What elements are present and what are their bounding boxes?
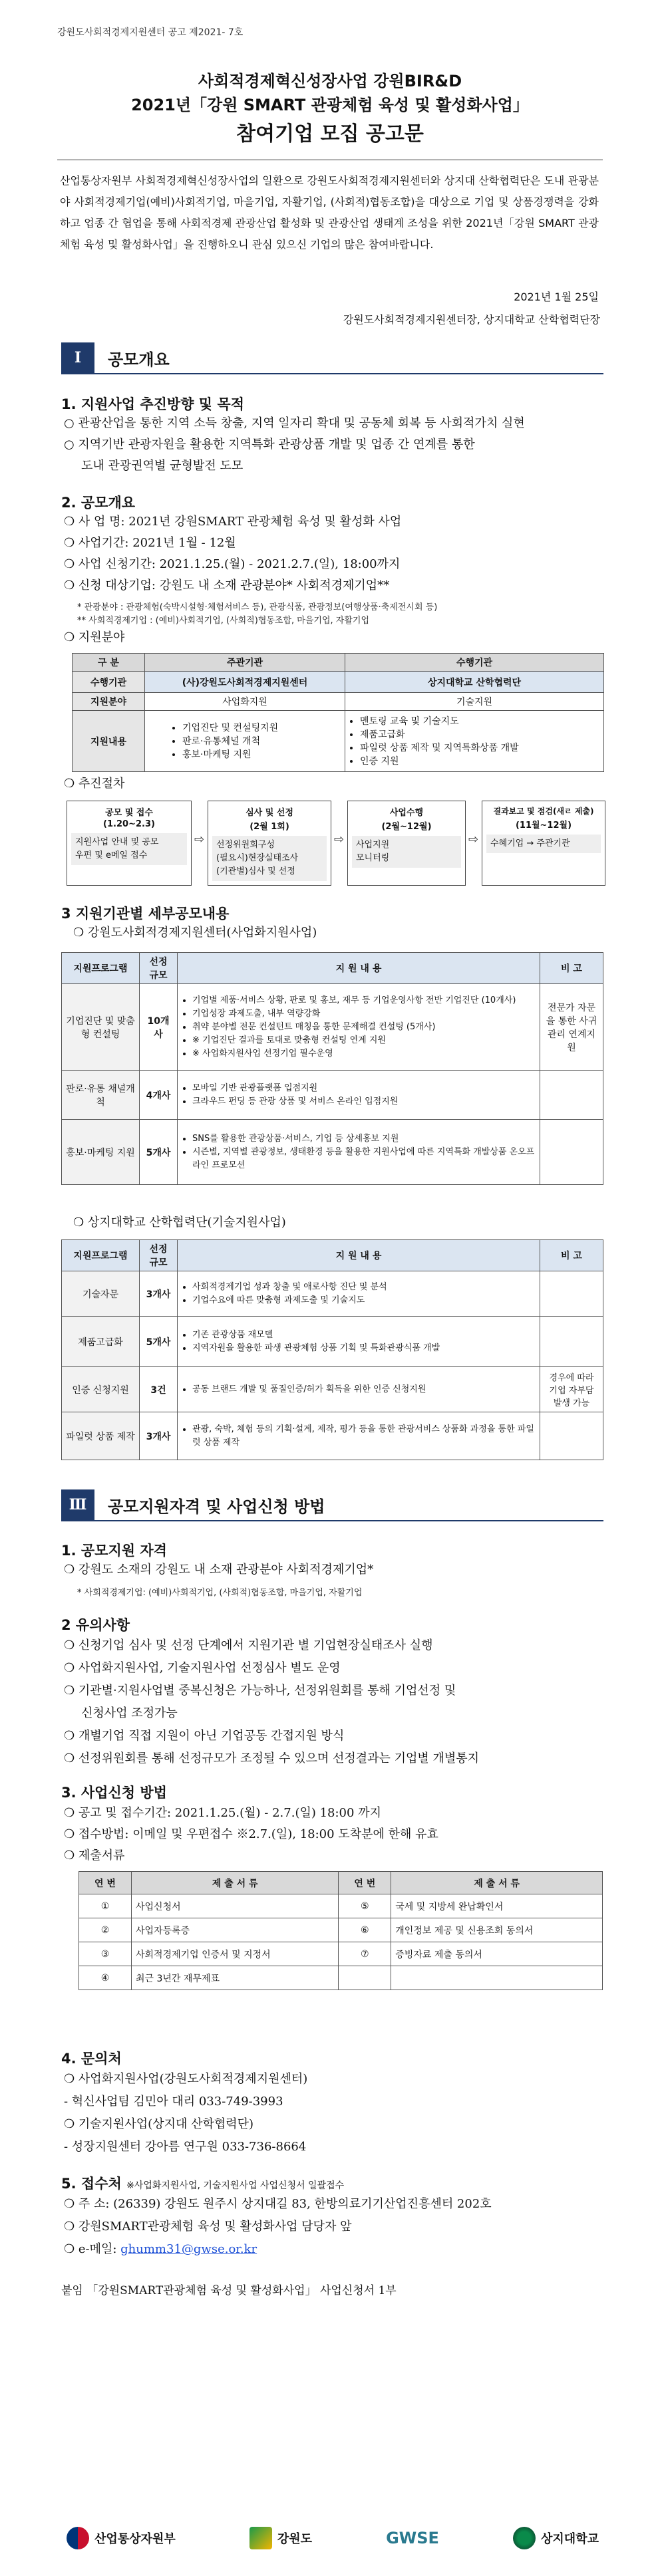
s1-p2b: ❍ 사업기간: 2021년 1월 - 12월 [64, 536, 236, 550]
step-2-title: 심사 및 선정 [246, 808, 293, 818]
arrow-2: ⇨ [334, 833, 345, 846]
s1-h1: 1. 지원사업 추진방향 및 목적 [61, 396, 244, 412]
arrow-3: ⇨ [468, 833, 479, 846]
s3-p2d: ❍ 개별기업 직접 지원이 아닌 기업공동 간접지원 방식 [64, 1729, 345, 1743]
ta-r2b [540, 1071, 603, 1120]
s1-p3b: ❍ 상지대학교 산학협력단(기술지원사업) [73, 1216, 286, 1229]
table-cell [339, 1966, 391, 1990]
th-main: 주관기관 [145, 654, 345, 672]
ta-h4: 비 고 [540, 953, 603, 984]
table-cell: ① [79, 1894, 132, 1918]
list-item: • 기존 관광상품 재모델 [192, 1329, 536, 1342]
s1-p1a: ○ 관광산업을 통한 지역 소득 창출, 지역 일자리 확대 및 공동체 회복 등 사회적가치 실현 [64, 416, 525, 430]
step-2-a: 선정위원회구성 [216, 840, 275, 850]
s3-p1: ❍ 강원도 소재의 강원도 내 소재 관광분야 사회적경제기업* [64, 1563, 374, 1577]
section-1-title: 공모개요 [108, 350, 170, 369]
table-row [79, 1966, 603, 1990]
logo-motie [67, 2527, 176, 2549]
list-item: • 기업수요에 따른 맞춤형 과제도출 및 기술지도 [192, 1294, 536, 1307]
attachment: 붙임 「강원SMART관광체험 육성 및 활성화사업」 사업신청서 1부 [61, 2284, 397, 2297]
logo-gangwon-text: 강원도 [277, 2532, 312, 2546]
tech-support-table [61, 1239, 603, 1460]
table-cell: ⑤ [339, 1894, 391, 1918]
th-exec: 수행기관 [345, 654, 604, 672]
s1-p3a: ❍ 강원도사회적경제지원센터(사업화지원사업) [73, 926, 317, 940]
list-item: • 기업별 제품·서비스 상황, 판로 및 홍보, 재무 등 기업운영사항 전반 기업진단 (10개사) [192, 994, 536, 1007]
s3-p2b: ❍ 사업화지원사업, 기술지원사업 선정심사 별도 운영 [64, 1661, 341, 1675]
list-item: • 관광, 숙박, 체험 등의 기획·설계, 제작, 평가 등을 통한 관광서비스 상품화 과정을 통한 파일럿 상품 제작 [192, 1423, 536, 1450]
s3-p2e: ❍ 선정위원회를 통해 선정규모가 조정될 수 있으며 선정결과는 기업별 개별통지 [64, 1751, 480, 1765]
row-field-a: 사업화지원 [145, 693, 345, 711]
tb-r4: 파일럿 상품 제작 [62, 1412, 140, 1460]
d-h4: 제 출 서 류 [391, 1872, 603, 1894]
tb-r1b [540, 1271, 603, 1317]
tb-r1c [178, 1271, 540, 1317]
ta-r1b: 전문가 자문을 통한 사귀관리 연계지원 [540, 984, 603, 1071]
ta-r3c [178, 1120, 540, 1185]
logo-gwse [386, 2529, 439, 2547]
section-3-num: Ⅲ [61, 1489, 94, 1520]
arrow-1: ⇨ [194, 833, 205, 846]
logo-sangji-text: 상지대학교 [541, 2532, 599, 2546]
s3-p4b: - 혁신사업팀 김민아 대리 033-749-3993 [64, 2095, 283, 2109]
list-item: • 파일럿 상품 제작 및 지역특화상품 개발 [360, 741, 599, 755]
step-4-a: 수혜기업 → 주관기관 [490, 838, 570, 848]
table-cell: 개인정보 제공 및 신용조회 동의서 [391, 1918, 603, 1942]
s3-p5a: ❍ 주 소: (26339) 강원도 원주시 상지대길 83, 한방의료기기산업진흥센터 202호 [64, 2197, 492, 2211]
row-exec-b: 상지대학교 산학협력단 [345, 672, 604, 693]
list-item: • 제품고급화 [360, 728, 599, 741]
step-3 [347, 801, 466, 886]
list-item: • 멘토링 교육 및 기술지도 [360, 715, 599, 728]
s1-note1: * 관광분야 : 관광체험(숙박시설형·체험서비스 등), 관광식품, 관광정보(여행상품·축제전시회 등) [77, 602, 438, 612]
s1-h2: 2. 공모개요 [61, 495, 136, 511]
support-table [72, 653, 604, 772]
step-4-date: (11월~12월) [515, 821, 572, 831]
title-line-1: 사회적경제혁신성장사업 강원BIR&D [198, 72, 462, 90]
tb-r4n: 3개사 [140, 1412, 178, 1460]
notice-date: 2021년 1월 25일 [514, 291, 599, 303]
s1-h3: 3 지원기관별 세부공모내용 [61, 906, 230, 922]
s3-p5b: ❍ 강원SMART관광체험 육성 및 활성화사업 담당자 앞 [64, 2220, 352, 2234]
list-item: • ※ 기업진단 결과를 토대로 맞춤형 컨설팅 연계 지원 [192, 1034, 536, 1047]
docs-table [79, 1871, 603, 1990]
ta-r2c [178, 1071, 540, 1120]
s3-h3: 3. 사업신청 방법 [61, 1785, 167, 1801]
row-field-label: 지원분야 [73, 693, 145, 711]
tb-r1n: 3개사 [140, 1271, 178, 1317]
ta-r1n: 10개사 [140, 984, 178, 1071]
list-item: • 기업진단 및 컨설팅지원 [182, 721, 341, 735]
s3-p4c: ❍ 기술지원사업(상지대 산학협력단) [64, 2117, 254, 2131]
ta-r3: 홍보·마케팅 지원 [62, 1120, 140, 1185]
tb-h4: 비 고 [540, 1240, 603, 1271]
email-link[interactable]: ghumm31@gwse.or.kr [120, 2242, 257, 2256]
step-4 [482, 801, 605, 886]
s3-h5-label: 5. 접수처 [61, 2176, 122, 2192]
tb-r3c [178, 1367, 540, 1412]
tb-r2c [178, 1317, 540, 1367]
table-cell: 사회적경제기업 인증서 및 지정서 [132, 1942, 339, 1966]
ta-h2: 선정 규모 [140, 953, 178, 984]
list-item: • 취약 분야별 전문 컨설턴트 매칭을 통한 문제해결 컨설팅 (5개사) [192, 1021, 536, 1034]
step-1-b: 우편 및 e메일 접수 [75, 850, 148, 860]
step-1 [67, 801, 192, 886]
step-1-a: 지원사업 안내 및 공모 [75, 837, 159, 847]
logo-sangji [513, 2527, 599, 2549]
step-1-title: 공모 및 접수 [105, 808, 153, 818]
s3-p2c: ❍ 기관별·지원사업별 중복신청은 가능하나, 선정위원회를 통해 기업선정 및 [64, 1684, 456, 1698]
s3-h4: 4. 문의처 [61, 2051, 122, 2067]
s3-p3c: ❍ 제출서류 [64, 1849, 125, 1863]
list-item: • 크라우드 펀딩 등 관광 상품 및 서비스 온라인 입점지원 [192, 1095, 536, 1108]
logo-gangwon [249, 2527, 312, 2549]
section-1-num: Ⅰ [61, 342, 94, 373]
list-item: • SNS를 활용한 관광상품·서비스, 기업 등 상세홍보 지원 [192, 1132, 536, 1146]
ta-r3b [540, 1120, 603, 1185]
list-item: • 시즌별, 지역별 관광정보, 생태환경 등을 활용한 지원사업에 따른 지역특화 개발상품 온오프라인 프로모션 [192, 1146, 536, 1172]
tb-r3b: 경우에 따라 기업 자부담 발생 가능 [540, 1367, 603, 1412]
logo-bar [67, 2527, 599, 2549]
ta-r1: 기업진단 및 맞춤형 컨설팅 [62, 984, 140, 1071]
ta-h3: 지 원 내 용 [178, 953, 540, 984]
table-row [79, 1894, 603, 1918]
s3-h5-note: ※사업화지원사업, 기술지원사업 사업신청서 일괄접수 [126, 2180, 345, 2191]
step-3-title: 사업수행 [389, 808, 424, 818]
step-2-c: (기관별)심사 및 선정 [216, 866, 295, 876]
ta-h1: 지원프로그램 [62, 953, 140, 984]
list-item: • 공동 브랜드 개발 및 품질인증/허가 획득을 위한 인증 신청지원 [192, 1383, 536, 1396]
table-cell: 증빙자료 제출 동의서 [391, 1942, 603, 1966]
s1-note2: ** 사회적경제기업 : (예비)사회적기업, (사회적)협동조합, 마을기업, 자활기업 [77, 616, 370, 626]
table-cell [391, 1966, 603, 1990]
title-line-3: 참여기업 모집 공고문 [236, 122, 424, 146]
row-content-a [145, 711, 345, 772]
intro-text: 산업통상자원부 사회적경제혁신성장사업의 일환으로 강원도사회적경제지원센터와 상지대 산학협력단은 도내 관광분야 사회적경제기업(예비)사회적기업, 마을기업, 자활기업, (사회적)협동조합)을 대상으로 기업 및 상품경쟁력을 강화하고 업종 간 협업을 통해 사회적경제 관광산업 활성화 및 관광산업 생태계 조성을 위한 2021년「강원 SMART 관광체험 육성 및 활성화사업」을 진행하오니 관심 있으신 기업의 많은 참여바랍니다. [60, 174, 599, 251]
logo-gwse-text: GWSE [386, 2529, 439, 2547]
row-field-b: 기술지원 [345, 693, 604, 711]
s3-h1: 1. 공모지원 자격 [61, 1543, 167, 1559]
s1-p1c: 도내 관광권역별 균형발전 도모 [81, 459, 244, 473]
th-gubun: 구 분 [73, 654, 145, 672]
tb-h1: 지원프로그램 [62, 1240, 140, 1271]
table-cell: 국세 및 지방세 완납확인서 [391, 1894, 603, 1918]
s1-p2d: ❍ 신청 대상기업: 강원도 내 소재 관광분야* 사회적경제기업** [64, 579, 390, 592]
d-h1: 연 번 [79, 1872, 132, 1894]
table-row [79, 1942, 603, 1966]
table-cell: ③ [79, 1942, 132, 1966]
list-item: • 인증 지원 [360, 755, 599, 768]
tb-r3n: 3건 [140, 1367, 178, 1412]
section-1-header [61, 342, 603, 374]
title-line-2: 2021년「강원 SMART 관광체험 육성 및 활성화사업」 [131, 96, 529, 114]
ta-r2: 판로·유통 채널개척 [62, 1071, 140, 1120]
tb-r2b [540, 1317, 603, 1367]
table-cell: 사업신청서 [132, 1894, 339, 1918]
tb-r2n: 5개사 [140, 1317, 178, 1367]
ta-r3n: 5개사 [140, 1120, 178, 1185]
tb-r4c [178, 1412, 540, 1460]
s3-p5c-label: ❍ e-메일: [64, 2242, 121, 2256]
list-item: • 기업성장 과제도출, 내부 역량강화 [192, 1007, 536, 1021]
s3-p2c2: 신청사업 조정가능 [81, 1706, 178, 1720]
s3-p2a: ❍ 신청기업 심사 및 선정 단계에서 지원기관 별 기업현장실태조사 실행 [64, 1638, 433, 1652]
table-cell: ④ [79, 1966, 132, 1990]
list-item: • 홍보·마케팅 지원 [182, 748, 341, 761]
s3-p5c [64, 2240, 257, 2259]
notice-ref: 강원도사회적경제지원센터 공고 제2021- 7호 [57, 27, 244, 38]
ta-r2n: 4개사 [140, 1071, 178, 1120]
list-item: • 판로·유통체널 개척 [182, 735, 341, 748]
step-1-date: (1.20~2.3) [103, 819, 155, 829]
motie-emblem-icon [67, 2527, 89, 2549]
step-2-b: (필요시)현장실태조사 [216, 853, 299, 863]
step-3-date: (2월~12월) [381, 822, 432, 832]
s3-p4d: - 성장지원센터 강아름 연구원 033-736-8664 [64, 2140, 307, 2154]
step-2 [208, 801, 331, 886]
section-3-header [61, 1489, 603, 1521]
s3-p3b: ❍ 접수방법: 이메일 및 우편접수 ※2.7.(일), 18:00 도착분에 한해 유효 [64, 1827, 438, 1841]
table-cell: 사업자등록증 [132, 1918, 339, 1942]
sangji-emblem-icon [513, 2527, 536, 2549]
s1-p2a: ❍ 사 업 명: 2021년 강원SMART 관광체험 육성 및 활성화 사업 [64, 515, 402, 529]
row-content-label: 지원내용 [73, 711, 145, 772]
tb-r1: 기술자문 [62, 1271, 140, 1317]
s1-p1b: ○ 지역기반 관광자원을 활용한 지역특화 관광상품 개발 및 업종 간 연계를 통한 [64, 438, 475, 451]
s1-p2c: ❍ 사업 신청기간: 2021.1.25.(월) - 2021.2.7.(일), 18:00까지 [64, 557, 401, 571]
gangwon-emblem-icon [249, 2527, 272, 2549]
s3-h2: 2 유의사항 [61, 1617, 130, 1633]
step-3-a: 사업지원 [356, 840, 390, 850]
row-exec-a: (사)강원도사회적경제지원센터 [145, 672, 345, 693]
s1-p2f: ❍ 추진절차 [64, 777, 125, 791]
list-item: • 사회적경제기업 성과 창출 및 애로사항 진단 및 분석 [192, 1281, 536, 1294]
s1-p2e: ❍ 지원분야 [64, 630, 125, 644]
row-content-b [345, 711, 604, 772]
s3-n1: * 사회적경제기업: (예비)사회적기업, (사회적)협동조합, 마을기업, 자활기업 [77, 1588, 363, 1598]
biz-support-table [61, 952, 603, 1185]
step-4-title: 결과보고 및 점검(새ㄹ 제출) [493, 807, 594, 816]
s3-h5 [61, 2173, 344, 2193]
step-3-b: 모니터링 [356, 853, 390, 863]
table-row [79, 1918, 603, 1942]
row-exec-label: 수행기관 [73, 672, 145, 693]
step-2-date: (2월 1회) [249, 822, 289, 832]
s3-p4a: ❍ 사업화지원사업(강원도사회적경제지원센터) [64, 2072, 308, 2086]
d-h3: 연 번 [339, 1872, 391, 1894]
s3-p3a: ❍ 공고 및 접수기간: 2021.1.25.(월) - 2.7.(일) 18:00 까지 [64, 1806, 381, 1820]
tb-r3: 인증 신청지원 [62, 1367, 140, 1412]
list-item: • ※ 사업화지원사업 선정기업 필수운영 [192, 1047, 536, 1061]
tb-r4b [540, 1412, 603, 1460]
logo-motie-text: 산업통상자원부 [94, 2532, 176, 2546]
title-block [0, 69, 660, 152]
table-cell: ② [79, 1918, 132, 1942]
tb-r2: 제품고급화 [62, 1317, 140, 1367]
tb-h2: 선정 규모 [140, 1240, 178, 1271]
table-cell: ⑥ [339, 1918, 391, 1942]
section-3-title: 공모지원자격 및 사업신청 방법 [108, 1497, 325, 1516]
table-cell: 최근 3년간 재무제표 [132, 1966, 339, 1990]
signer: 강원도사회적경제지원센터장, 상지대학교 산학협력단장 [343, 313, 600, 326]
tb-h3: 지 원 내 용 [178, 1240, 540, 1271]
list-item: • 지역자원을 활용한 파생 관광체험 상품 기획 및 특화관광식품 개발 [192, 1342, 536, 1355]
d-h2: 제 출 서 류 [132, 1872, 339, 1894]
ta-r1c [178, 984, 540, 1071]
list-item: • 모바일 기반 관광플랫폼 입점지원 [192, 1082, 536, 1095]
table-cell: ⑦ [339, 1942, 391, 1966]
